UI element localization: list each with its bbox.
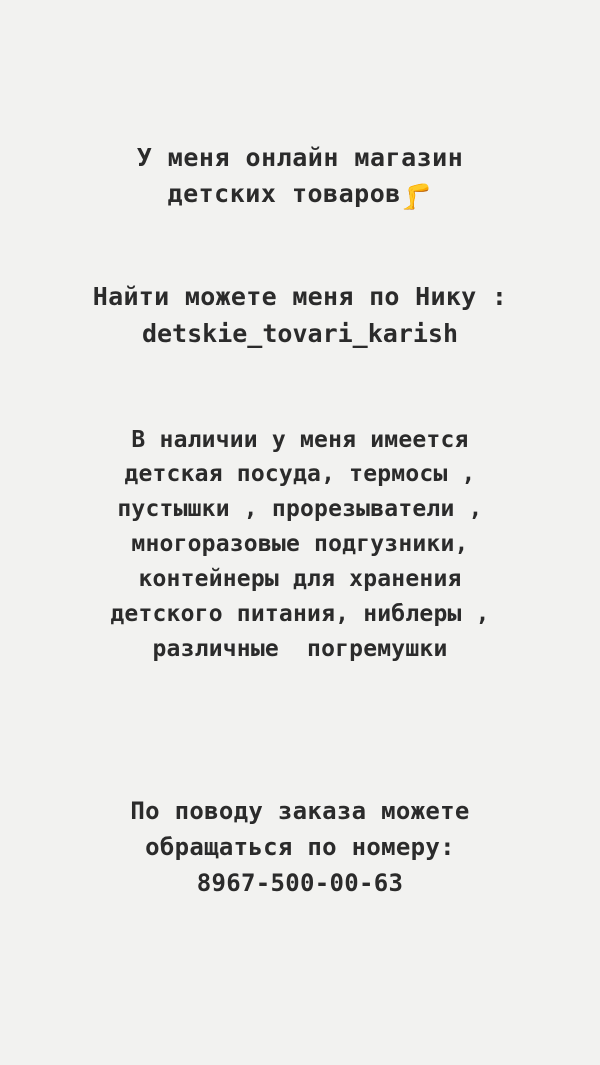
nickname-section: [0, 278, 600, 353]
shop-headline: [0, 140, 600, 216]
phone-number[interactable]: 8967-500-00-63: [196, 869, 404, 898]
stock-line-2: детская посуда, термосы ,: [124, 461, 476, 488]
order-line-2: обращаться по номеру:: [145, 833, 455, 862]
headline-line-1: У меня онлайн магазин: [136, 143, 464, 172]
stock-list-section: [0, 423, 600, 668]
stock-line-6: детского питания, ниблеры ,: [110, 601, 490, 628]
stock-line-1: В наличии у меня имеется: [131, 426, 469, 453]
order-line-1: По поводу заказа можете: [130, 797, 470, 826]
stock-line-7: различные погремушки: [152, 636, 448, 663]
nickname-prompt: Найти можете меня по Нику :: [92, 281, 508, 311]
stock-line-3: пустышки , прорезыватели ,: [117, 496, 483, 523]
stock-line-4: многоразовые подгузники,: [131, 531, 469, 558]
headline-line-2: [18, 176, 582, 215]
stock-line-5: контейнеры для хранения: [138, 566, 462, 593]
flexed-arm-emoji: 🦵: [400, 182, 433, 212]
instagram-handle[interactable]: detskie_tovari_karish: [141, 319, 459, 348]
headline-line-2-text: детских товаров: [167, 179, 401, 209]
order-contact-section: [0, 793, 600, 901]
